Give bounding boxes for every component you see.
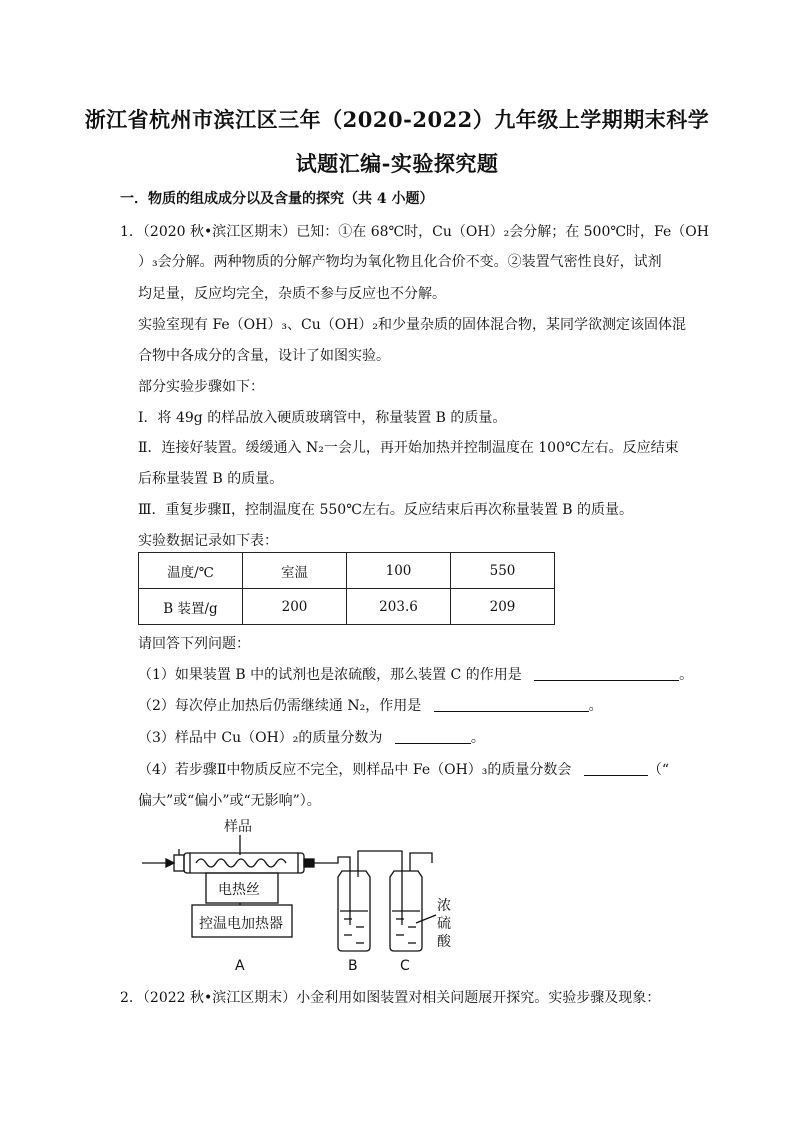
sub-question-3: [138, 727, 485, 747]
question-1-line-2: ）₃会分解。两种物质的分解产物均为氧化物且化合价不变。②装置气密性良好，试剂: [138, 254, 662, 270]
step-1: Ⅰ．将 49g 的样品放入硬质玻璃管中，称量装置 B 的质量。: [138, 410, 507, 426]
table-cell: B 装置/g: [139, 589, 243, 625]
question-1-line-5: 合物中各成分的含量，设计了如图实验。: [138, 348, 390, 364]
section-heading: 一．物质的组成成分以及含量的探究（共 4 小题）: [120, 191, 434, 207]
table-caption: 实验数据记录如下表：: [138, 533, 278, 549]
connector-tube-to-c: [358, 851, 402, 925]
sub-question-1: [138, 664, 693, 684]
acid-label-char-1: 浓: [437, 898, 451, 914]
question-2-line-1: 2．（2022 秋•滨江区期末）小金利用如图装置对相关问题展开探究。实验步骤及现象：: [120, 990, 661, 1006]
apparatus-label-b: B: [348, 958, 358, 974]
sub-question-2: [138, 695, 603, 715]
table-cell: 室温: [243, 553, 347, 589]
sub-question-4-line-1: [138, 759, 669, 779]
question-1-line-3: 均足量，反应均完全，杂质不参与反应也不分解。: [138, 286, 446, 302]
step-2-line-2: 后称量装置 B 的质量。: [138, 471, 284, 487]
data-table: [138, 552, 555, 625]
question-1-line-1: 1．（2020 秋•滨江区期末）已知：①在 68℃时，Cu（OH）₂会分解；在 500℃时，Fe（OH: [120, 224, 709, 240]
sub-question-1-text: （1）如果装置 B 中的试剂也是浓硫酸，那么装置 C 的作用是: [138, 667, 522, 683]
table-cell: 200: [243, 589, 347, 625]
sub-question-1-end: 。: [679, 667, 694, 683]
sub-question-4-line-2: 偏大”或“偏小”或“无影响”）。: [138, 793, 321, 809]
question-1-line-6: 部分实验步骤如下：: [138, 379, 264, 395]
table-cell: 550: [451, 553, 555, 589]
answer-blank-1[interactable]: [534, 666, 679, 681]
answer-blank-2[interactable]: [434, 697, 589, 712]
acid-label-char-3: 酸: [437, 934, 451, 950]
sub-question-4-end: （“: [647, 762, 670, 778]
heating-coil: [196, 859, 286, 867]
table-cell: 温度/℃: [139, 553, 243, 589]
sub-question-2-end: 。: [588, 698, 603, 714]
table-cell: 209: [451, 589, 555, 625]
step-2-line-1: Ⅱ．连接好装置。缓缓通入 N₂一会儿，再开始加热并控制温度在 100℃左右。反应结束: [138, 440, 679, 456]
answer-blank-3[interactable]: [395, 729, 471, 744]
sample-label: 样品: [224, 819, 252, 835]
apparatus-drawing: [140, 815, 450, 980]
apparatus-label-a: A: [235, 958, 245, 974]
heater-wire-label: 电热丝: [218, 882, 260, 898]
answer-blank-4[interactable]: [584, 761, 648, 776]
page-title-line-2: 试题汇编-实验探究题: [295, 151, 499, 176]
gas-inlet-arrow-icon: [166, 859, 174, 867]
page-title-line-1: 浙江省杭州市滨江区三年（2020-2022）九年级上学期期末科学: [84, 107, 710, 132]
answer-prompt: 请回答下列问题：: [138, 636, 250, 652]
table-cell: 203.6: [347, 589, 451, 625]
apparatus-label-c: C: [400, 958, 410, 974]
sub-question-3-text: （3）样品中 Cu（OH）₂的质量分数为: [138, 730, 383, 746]
step-3: Ⅲ．重复步骤Ⅱ，控制温度在 550℃左右。反应结束后再次称量装置 B 的质量。: [138, 502, 634, 518]
outlet-tube-c: [410, 853, 432, 871]
acid-label-char-2: 硫: [437, 916, 451, 932]
apparatus-diagram: [140, 815, 450, 980]
stopcock: [174, 855, 184, 871]
question-1-line-4: 实验室现有 Fe（OH）₃、Cu（OH）₂和少量杂质的固体混合物，某同学欲测定该固体混: [138, 317, 687, 333]
connector-tube-to-b: [314, 857, 350, 925]
table-row: [139, 553, 555, 589]
acid-label: [437, 897, 451, 951]
sub-question-2-text: （2）每次停止加热后仍需继续通 N₂，作用是: [138, 698, 422, 714]
table-cell: 100: [347, 553, 451, 589]
table-row: [139, 589, 555, 625]
sub-question-3-end: 。: [470, 730, 485, 746]
sub-question-4-text: （4）若步骤Ⅱ中物质反应不完全，则样品中 Fe（OH）₃的质量分数会: [138, 762, 572, 778]
heater-label: 控温电加热器: [199, 916, 283, 932]
